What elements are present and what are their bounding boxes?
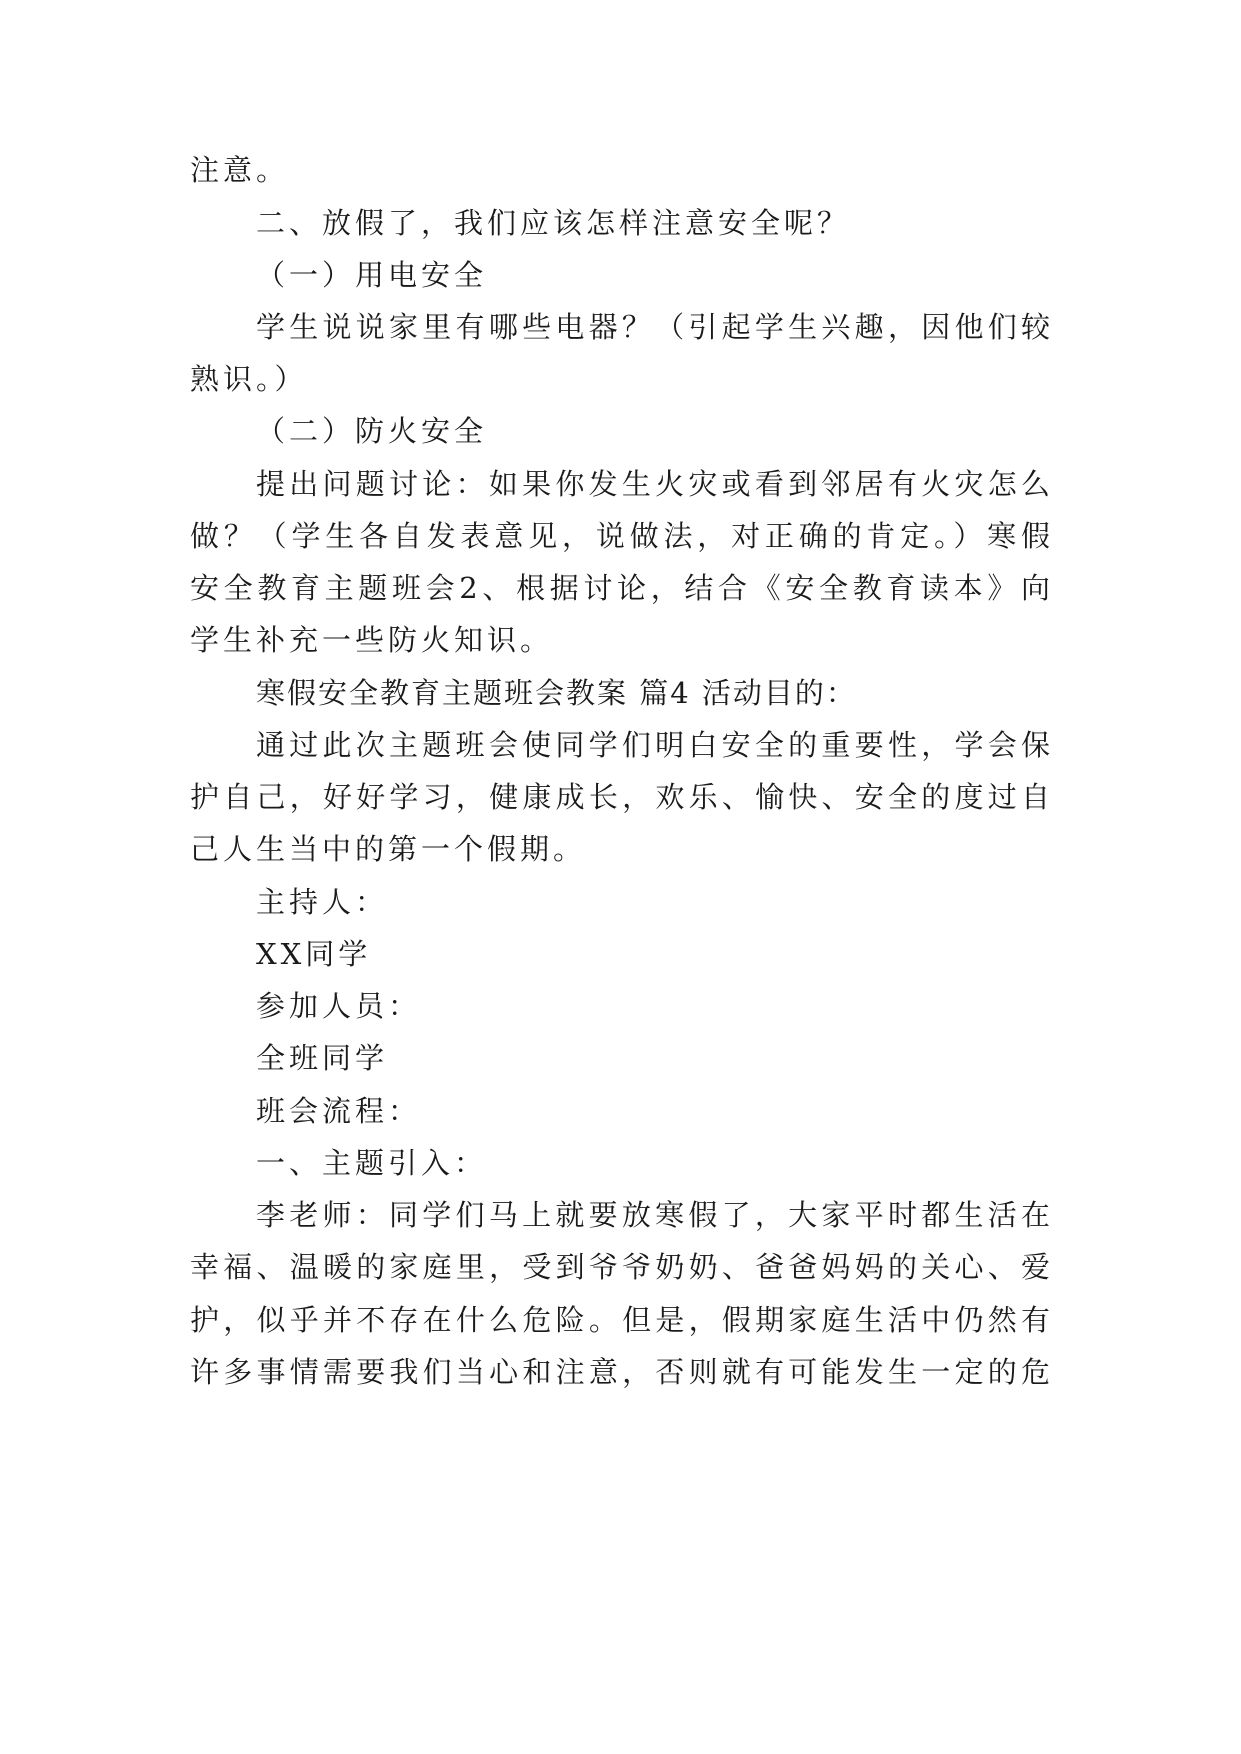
subsection-heading: （一）用电安全 (256, 258, 488, 292)
text-line: 幸福、温暖的家庭里，受到爷爷奶奶、爸爸妈妈的关心、爱 (190, 1250, 1050, 1284)
section-heading: 二、放假了，我们应该怎样注意安全呢？ (256, 206, 851, 240)
text-line: 通过此次主题班会使同学们明白安全的重要性，学会保 (256, 728, 1050, 762)
text-line: 安全教育主题班会2、根据讨论，结合《安全教育读本》向 (190, 571, 1050, 605)
text-line: 全班同学 (256, 1041, 389, 1075)
text-line: 班会流程： (256, 1094, 422, 1128)
text-line: 学生说说家里有哪些电器？（引起学生兴趣，因他们较 (256, 310, 1050, 344)
text-line: 提出问题讨论：如果你发生火灾或看到邻居有火灾怎么 (256, 467, 1050, 501)
text-line: 参加人员： (256, 989, 422, 1023)
section-heading: 一、主题引入： (256, 1146, 488, 1180)
text-line: 做？（学生各自发表意见，说做法，对正确的肯定。）寒假 (190, 519, 1050, 553)
text-line: 学生补充一些防火知识。 (190, 623, 554, 657)
subsection-heading: （二）防火安全 (256, 414, 488, 448)
text-line: 护，似乎并不存在什么危险。但是，假期家庭生活中仍然有 (190, 1303, 1050, 1337)
text-line: 注意。 (190, 153, 290, 187)
text-line: 许多事情需要我们当心和注意，否则就有可能发生一定的危 (190, 1355, 1050, 1389)
text-line: 主持人： (256, 885, 389, 919)
text-line: 护自己，好好学习，健康成长，欢乐、愉快、安全的度过自 (190, 780, 1050, 814)
text-line: XX同学 (256, 937, 372, 971)
text-line: 李老师：同学们马上就要放寒假了，大家平时都生活在 (256, 1198, 1050, 1232)
text-line: 己人生当中的第一个假期。 (190, 832, 587, 866)
text-line: 熟识。） (190, 362, 308, 396)
text-line: 寒假安全教育主题班会教案 篇4 活动目的： (256, 676, 857, 710)
